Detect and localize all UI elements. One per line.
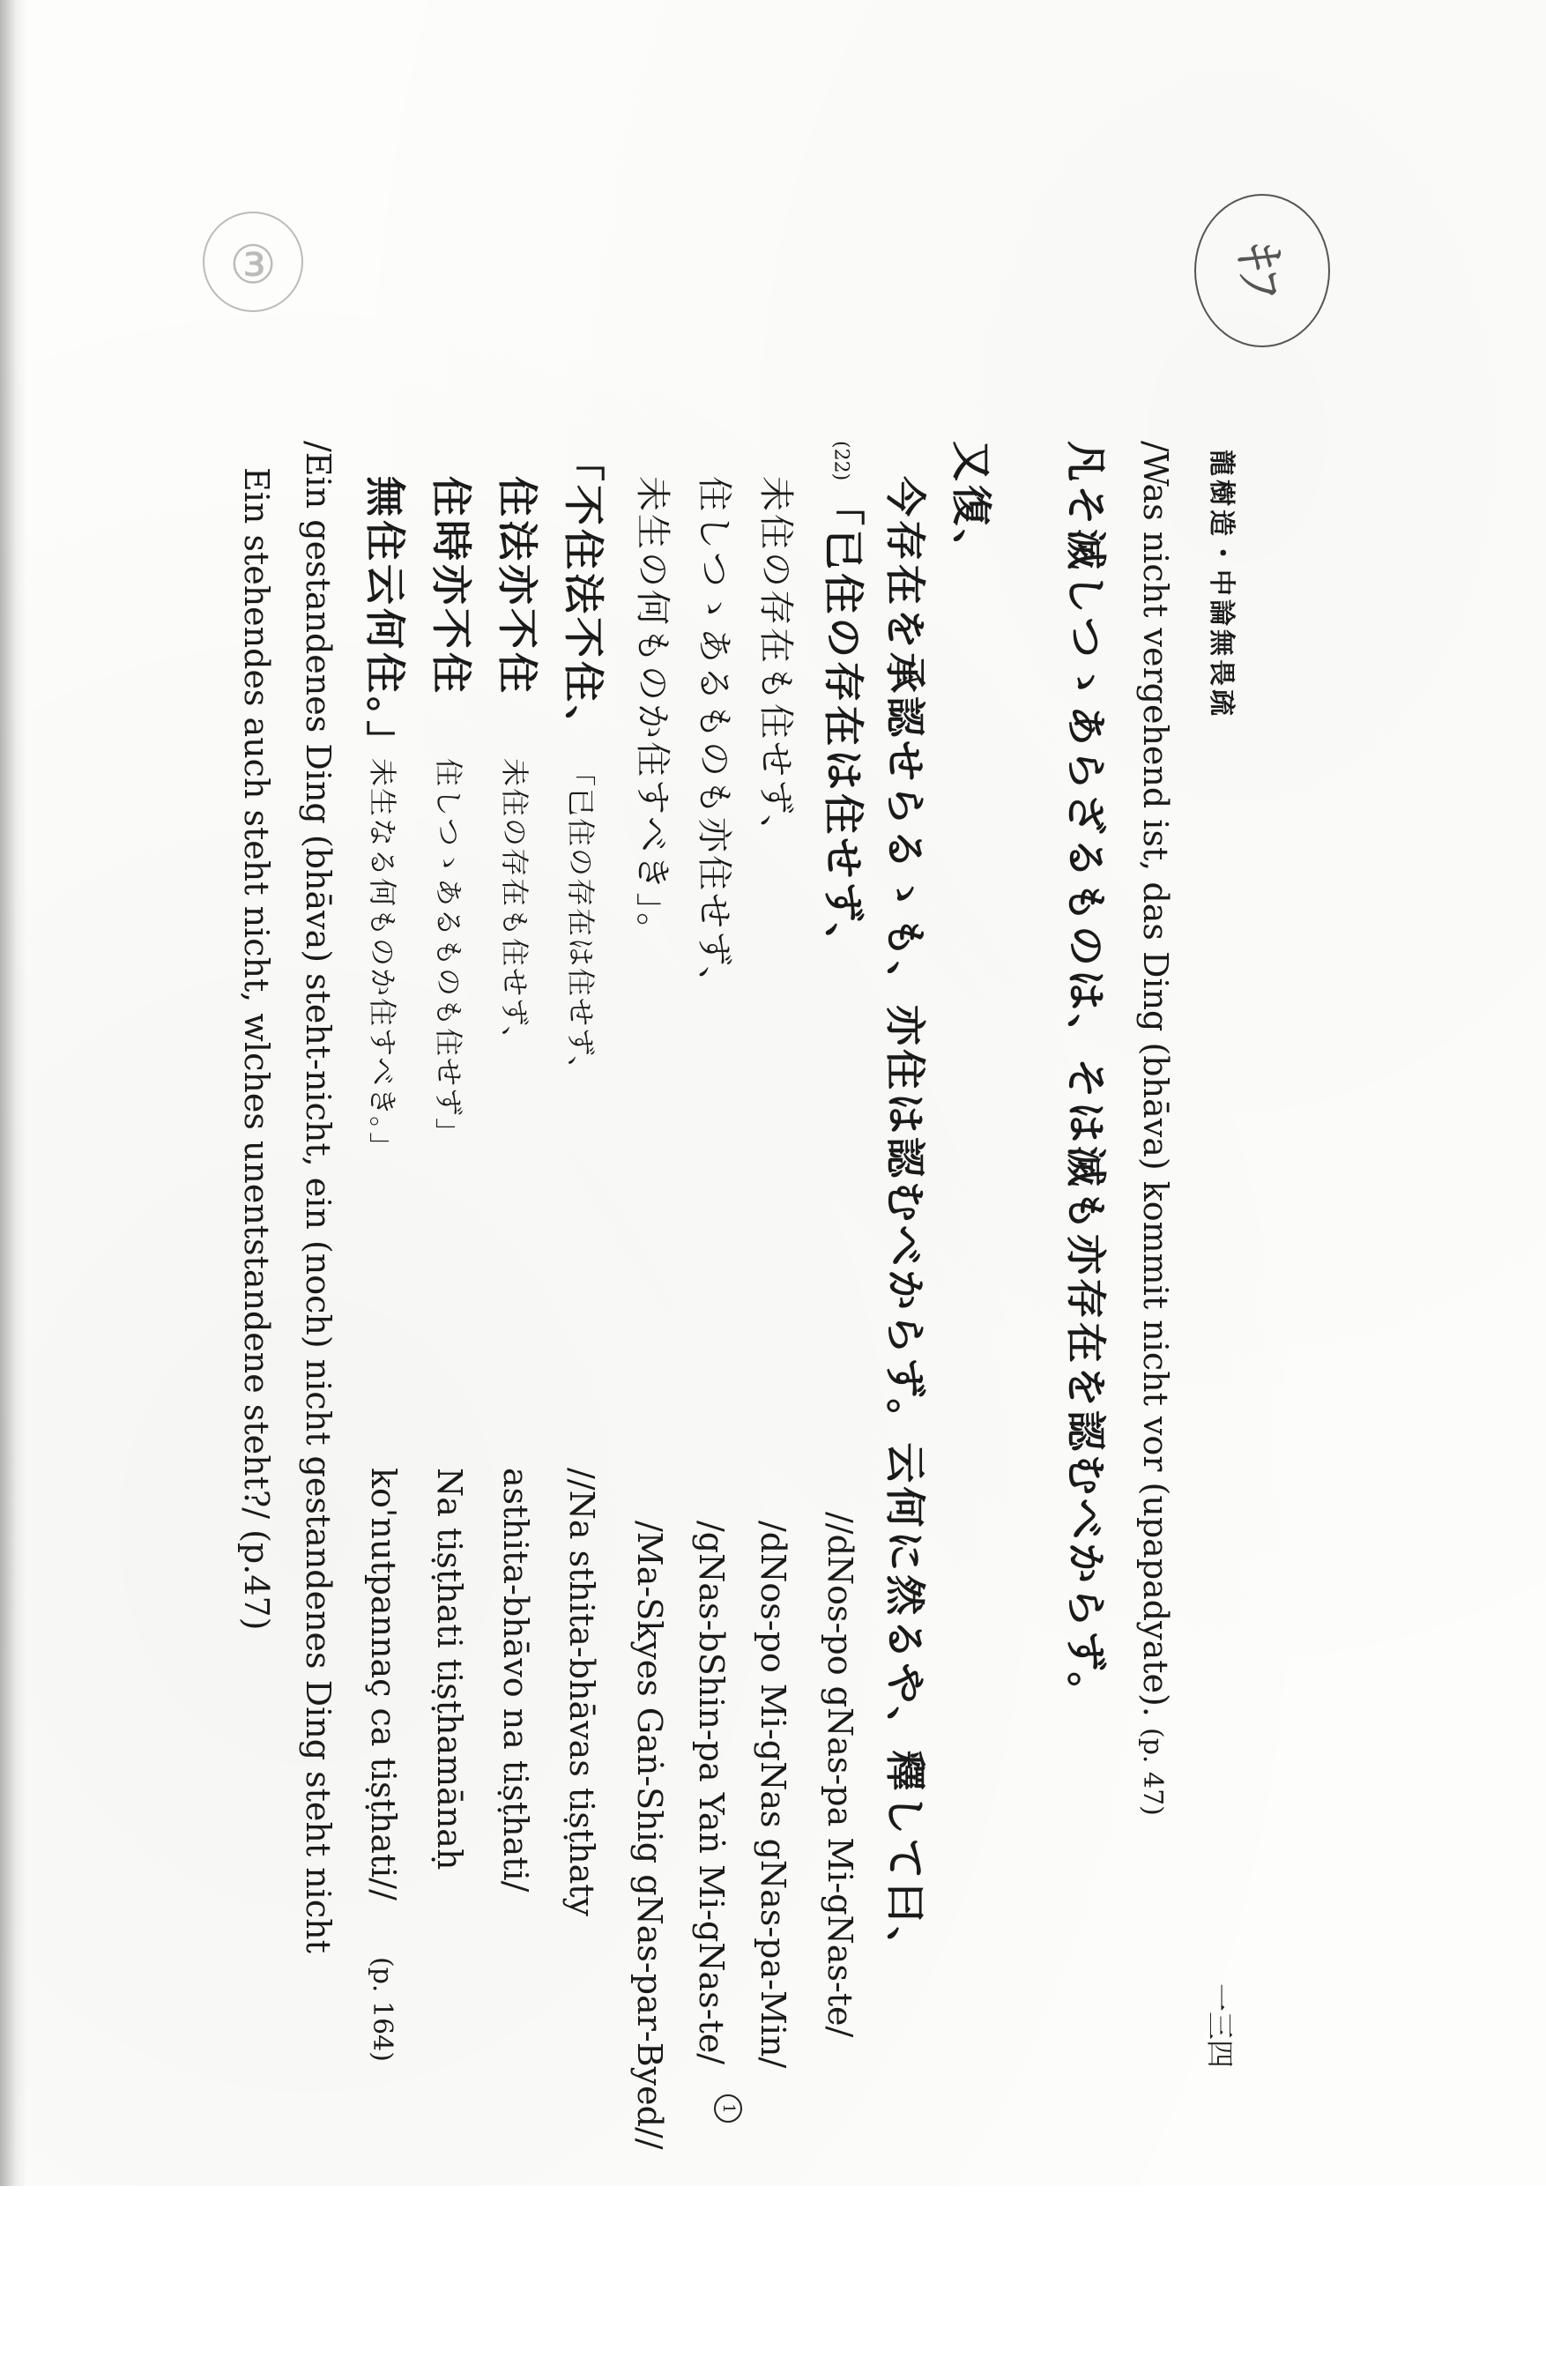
rotated-text-block [238,441,1260,2380]
section-heading: 又復、 [948,441,995,573]
pencil-circle-mark: ｷﾌ [1194,194,1330,347]
sanskrit-verse-line-3: 住時亦不住 住しつゝあるものも住せず」 Na tiṣṭhati tiṣṭhamānaḥ [427,476,475,1871]
sanskrit-verse-line-1: 「不住法不住、 「已住の存在は住せず、 //Na sthita-bhāvas tiṣṭhaty [560,441,607,1916]
verse-line-2: 未住の存在も住せず、 /dNos-po Mi-gNas gNas-pa-Min/ [754,476,796,2069]
binding-shadow [0,0,26,2186]
verse-22-line: (22) 「已住の存在は住せず、 //dNos-po gNas-pa Mi-gNas-te/ [820,441,867,2038]
page-number: 一三四 [1203,1983,1237,2069]
japanese-paragraph: 今存在を承認せらるゝも、亦住は認むべからず。云何に然るや、釋して曰、 [881,476,929,1971]
sanskrit-verse-line-2: 住法亦不住 未住の存在も住せず、 asthita-bhāvo na tiṣṭhati/ [494,476,541,1893]
verse-number: (22) [829,441,852,481]
sanskrit-verse-line-4: 無住云何住。」 未生なる何ものか住すべき。」 ko'nutpannaç ca tiṣṭhati// (p. 164) [361,476,409,2062]
footnote-circle-1: 1 [714,2094,742,2123]
german-line-3: Ein stehendes auch steht nicht, wlches unentstandene steht?/ (p.47) [237,467,276,1631]
verse-line-3: 住しつゝあるものも亦住せず、 /gNas-bShin-pa Yaṅ Mi-gNas-te/ 1 [696,476,732,1004]
japanese-line-1: 凡そ滅しつゝあらざるものは、そは滅も亦存在を認むべからず。 [1062,441,1110,1716]
faint-circle-mark: ③ [203,212,303,312]
verse-line-4: 未生の何ものか住すべき」。 /Ma-Skyes Gaṅ-Shig gNas-par-Byed// [630,476,673,2150]
german-line-2: /Ein gestandenes Ding (bhāva) steht-nicht, ein (noch) nicht gestandenes Ding steht nicht [299,441,338,1953]
running-header: 龍樹造・中論無畏疏 [1206,450,1237,719]
german-line-1: /Was nicht vergehend ist, das Ding (bhāva) kommit nicht vor (upapadyate). (p. 47) [1136,441,1175,1816]
